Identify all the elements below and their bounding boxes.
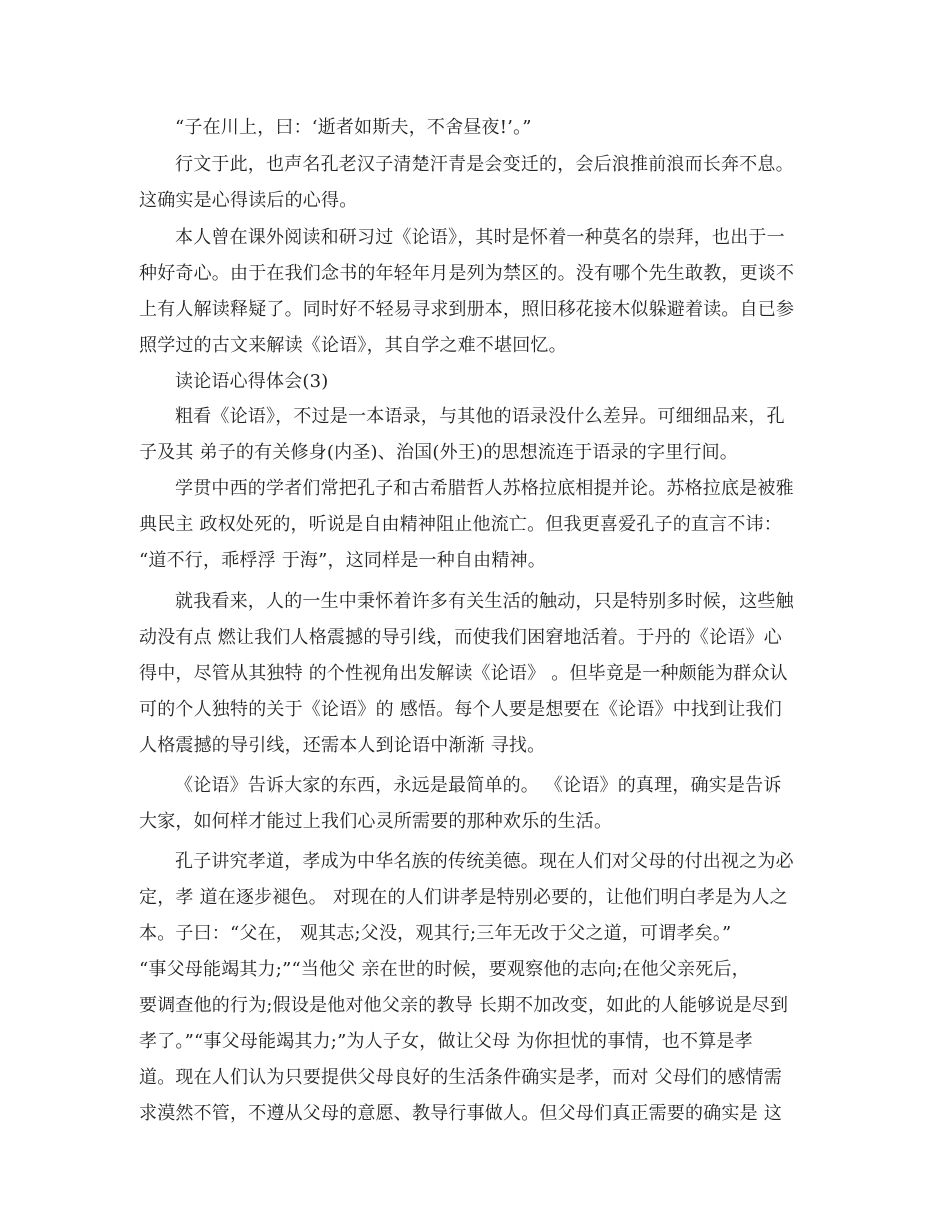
text-line: 种好奇心。由于在我们念书的年轻年月是列为禁区的。没有哪个先生敢教，更谈不 [139,263,795,284]
text-line: 动没有点 燃让我们人格震撼的导引线，而使我们困窘地活着。于丹的《论语》心 [139,627,782,648]
text-line: 大家，如何样才能过上我们心灵所需要的那种欢乐的生活。 [139,811,613,832]
text-line: 本人曾在课外阅读和研习过《论语》，其时是怀着一种莫名的崇拜，也出于一 [175,227,785,248]
text-line: “事父母能竭其力;”“当他父 亲在世的时候，要观察他的志向;在他父亲死后， [139,959,750,980]
text-line: 定，孝 道在逐步褪色。 对现在的人们讲孝是特别必要的，让他们明白孝是为人之 [139,887,788,908]
text-line: 要调查他的行为;假设是他对他父亲的教导 长期不加改变，如此的人能够说是尽到 [139,995,789,1016]
text-line: 《论语》告诉大家的东西，永远是最简单的。 《论语》的真理，确实是告诉 [175,775,782,796]
text-line: “道不行，乖桴浮 于海”，这同样是一种自由精神。 [139,550,546,571]
text-line: 本。子曰：“父在， 观其志;父没，观其行;三年无改于父之道，可谓孝矣。” [139,923,732,944]
text-line: 人格震撼的导引线，还需本人到论语中渐渐 寻找。 [139,735,546,756]
text-line: 行文于此，也声名孔老汉子清楚汗青是会变迁的，会后浪推前浪而长奔不息。 [175,154,794,175]
text-line: 就我看来，人的一生中秉怀着许多有关生活的触动，只是特别多时候，这些触 [175,591,794,612]
text-line: 典民主 政权处死的，听说是自由精神阻止他流亡。但我更喜爱孔子的直言不讳： [139,514,782,535]
text-line: 可的个人独特的关于《论语》的 感悟。每个人要是想要在《论语》中找到让我们 [139,699,782,720]
section-heading: 读论语心得体会(3) [175,371,329,392]
text-line: 照学过的古文来解读《论语》，其自学之难不堪回忆。 [139,335,567,356]
text-line: 这确实是心得读后的心得。 [139,190,358,211]
text-line: 孝了。”“事父母能竭其力;”为人子女，做让父母 为你担忧的事情，也不算是孝 [139,1031,753,1052]
text-line: “子在川上，曰：‘逝者如斯夫，不舍昼夜!’。” [175,117,532,138]
text-line: 子及其 弟子的有关修身(内圣)、治国(外王)的思想流连于语录的字里行间。 [139,442,739,463]
text-line: 孔子讲究孝道，孝成为中华名族的传统美德。现在人们对父母的付出视之为必 [175,851,794,872]
text-line: 粗看《论语》，不过是一本语录，与其他的语录没什么差异。可细细品来，孔 [175,406,785,427]
text-line: 求漠然不管，不遵从父母的意愿、教导行事做人。但父母们真正需要的确实是 这 [139,1103,782,1124]
text-line: 得中，尽管从其独特 的个性视角出发解读《论语》 。但毕竟是一种颇能为群众认 [139,663,788,684]
text-line: 学贯中西的学者们常把孔子和古希腊哲人苏格拉底相提并论。苏格拉底是被雅 [175,478,794,499]
text-line: 上有人解读释疑了。同时好不轻易寻求到册本，照旧移花接木似躲避着读。自已参 [139,299,795,320]
text-line: 道。现在人们认为只要提供父母良好的生活条件确实是孝，而对 父母们的感情需 [139,1067,782,1088]
